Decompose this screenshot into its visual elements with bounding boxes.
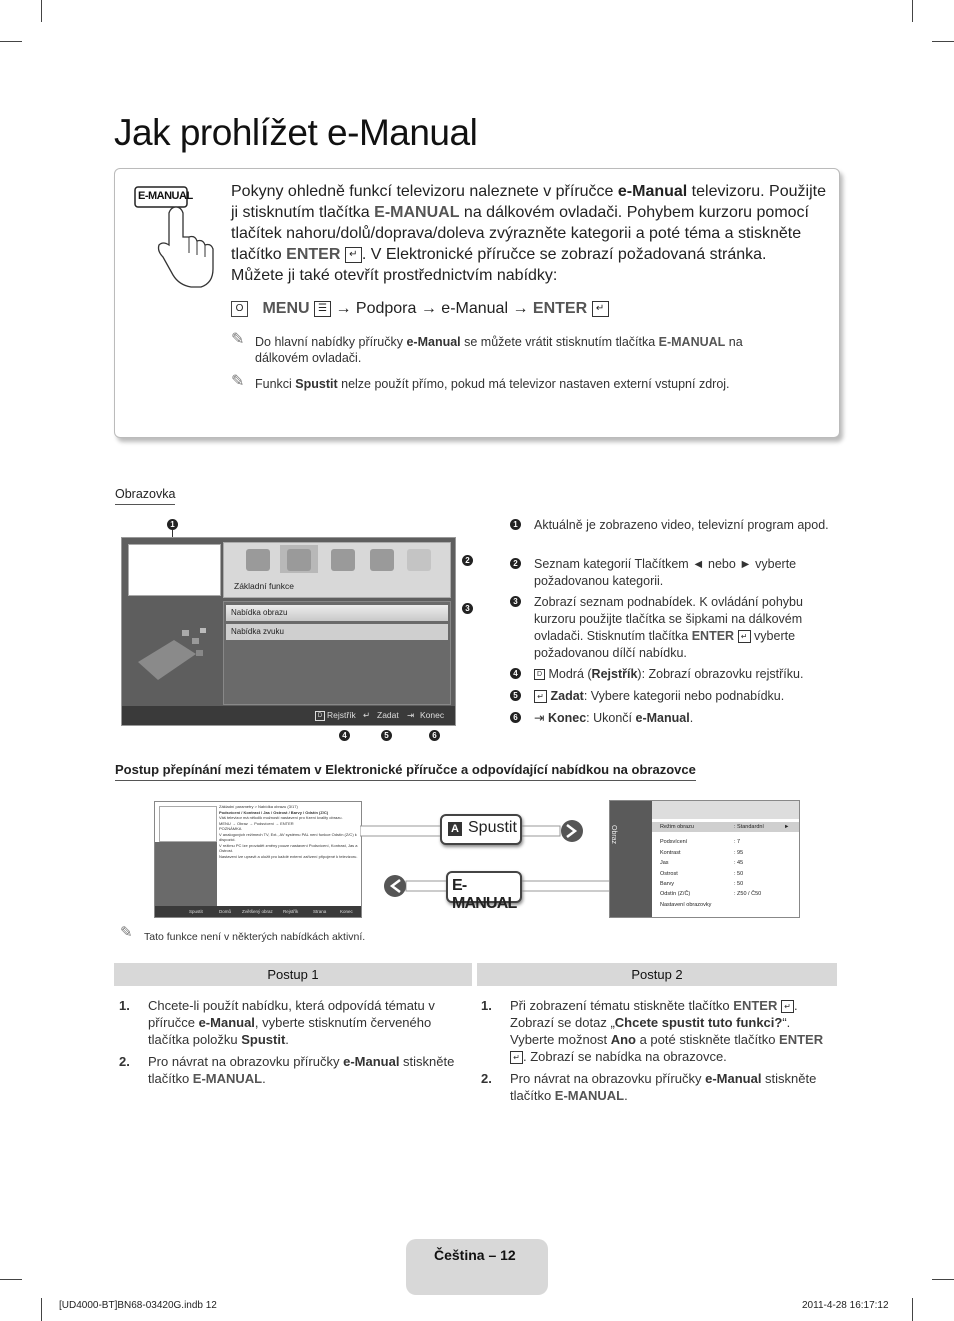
mini-thumb bbox=[159, 806, 217, 842]
mini-row-value: : Z50 / Č50 bbox=[734, 891, 762, 898]
marker-2: 2 bbox=[462, 555, 473, 566]
marker-4: 4 bbox=[339, 730, 350, 741]
postup-2-step bbox=[481, 1070, 833, 1104]
step-text: Při zobrazení tématu stiskněte tlačítko bbox=[510, 998, 734, 1013]
intro-text: Můžete ji také otevřít prostřednictvím nabídky: bbox=[231, 267, 558, 284]
blue-d-icon: D bbox=[534, 669, 545, 680]
intro-text: Pokyny ohledně funkcí televizoru naleznete v příručce bbox=[231, 183, 618, 200]
mini-bar-label: Konec bbox=[340, 909, 353, 914]
step-text: e-Manual bbox=[198, 1015, 255, 1030]
category-icon bbox=[370, 549, 394, 571]
legend-number: 3 bbox=[510, 596, 521, 607]
mini-text: V režimu PC lze provádět změny pouze nastavení Podsvícení, Kontrast, Jas a Ostrost. bbox=[219, 842, 358, 853]
legend-text: : Vybere kategorii nebo podnabídku. bbox=[583, 689, 785, 703]
control-bar bbox=[122, 706, 455, 725]
crop-mark bbox=[41, 1298, 42, 1321]
legend-text: ENTER bbox=[691, 629, 735, 643]
legend-text: : Ukončí bbox=[586, 711, 636, 725]
intro-box bbox=[114, 168, 840, 438]
note-text: na dálkovém ovladači. bbox=[255, 335, 743, 365]
step-text: . Zobrazí se dotaz „ bbox=[510, 998, 798, 1030]
mini-header: Základní parametry > Nabídka obrazu (3/17) bbox=[219, 804, 298, 809]
step-text: E-MANUAL bbox=[192, 1071, 263, 1086]
mini-text: V analogových režimech TV, Ext., AV systému PAL není funkce Odstín (Z/C) k dispozici. bbox=[219, 831, 357, 842]
mini-row-value: : 7 bbox=[734, 839, 741, 846]
legend-number: 5 bbox=[510, 690, 521, 701]
legend-text: Konec bbox=[547, 711, 587, 725]
note-text: E-MANUAL bbox=[658, 335, 726, 349]
note-pencil-icon: ✎ bbox=[231, 373, 245, 390]
mini-text: POZNÁMKA bbox=[219, 826, 242, 831]
crop-mark bbox=[912, 1298, 913, 1321]
category-icon bbox=[287, 549, 311, 571]
mini-row-value: : 50 bbox=[734, 870, 744, 877]
marker-5: 5 bbox=[381, 730, 392, 741]
step-text: , vyberte stisknutím červeného tlačítka položku bbox=[148, 1015, 432, 1047]
legend-item bbox=[510, 666, 830, 683]
step-text: . Zobrazí se nabídka na obrazovce. bbox=[523, 1049, 727, 1064]
note-text: Tato funkce není v některých nabídkách aktivní. bbox=[144, 931, 366, 943]
legend-text: Modrá ( bbox=[545, 667, 592, 681]
note-text: se můžete vrátit stisknutím tlačítka bbox=[460, 335, 659, 349]
note bbox=[231, 373, 791, 392]
mini-menu-row bbox=[652, 858, 799, 868]
step-text: ENTER bbox=[733, 998, 778, 1013]
mini-bar-label: Domů bbox=[219, 909, 232, 914]
marker-6: 6 bbox=[429, 730, 440, 741]
mini-sidebar bbox=[610, 801, 652, 917]
legend-number: 1 bbox=[510, 519, 521, 530]
intro-text: ENTER bbox=[286, 246, 341, 263]
step-text: stiskněte tlačítko bbox=[148, 1054, 455, 1086]
postup-1-step bbox=[119, 1053, 459, 1087]
page-title: Jak prohlížet e-Manual bbox=[114, 112, 478, 153]
legend-item bbox=[510, 594, 830, 662]
note bbox=[120, 924, 520, 945]
mini-row-key: Kontrast bbox=[660, 849, 681, 856]
crop-mark bbox=[41, 0, 42, 22]
step-number: 2. bbox=[119, 1054, 130, 1069]
category-title: Základní funkce bbox=[234, 581, 295, 591]
category-icon bbox=[246, 549, 270, 571]
legend-text: Seznam kategorií Tlačítkem ◄ nebo ► vyberte požadovanou kategorii. bbox=[534, 557, 797, 588]
menu-icon: ☰ bbox=[314, 301, 331, 317]
crop-mark bbox=[912, 0, 913, 22]
step-text: e-Manual bbox=[343, 1054, 400, 1069]
mini-menu-row bbox=[652, 848, 799, 858]
page-number: Čeština – 12 bbox=[434, 1247, 516, 1263]
legend-item bbox=[510, 517, 830, 534]
step-number: 1. bbox=[119, 998, 130, 1013]
enter-icon: ↵ bbox=[534, 690, 547, 703]
legend-text: Aktuálně je zobrazeno video, televizní program apod. bbox=[534, 518, 829, 532]
submenu-item[interactable]: Nabídka obrazu bbox=[226, 605, 448, 621]
e-manual-button[interactable] bbox=[446, 871, 522, 912]
index-label[interactable]: Rejstřík bbox=[327, 710, 356, 720]
mini-row-value: : 50 bbox=[734, 881, 744, 887]
enter-label[interactable]: Zadat bbox=[377, 710, 399, 720]
intro-text: . V Elektronické příručce se zobrazí požadovaná stránka. bbox=[361, 246, 767, 263]
mini-heading: Podsvícení / Kontrast / Jas / Ostrost / Barvy / Odstín (Z/C) bbox=[219, 809, 329, 815]
step-text: Ano bbox=[610, 1032, 636, 1047]
category-icon bbox=[331, 549, 355, 571]
mini-menu-row bbox=[652, 837, 799, 847]
enter-label: ENTER bbox=[532, 300, 588, 317]
note-text: e-Manual bbox=[406, 335, 461, 349]
marker-1: 1 bbox=[167, 519, 178, 530]
step-text: Chcete spustit tuto funkci? bbox=[614, 1015, 783, 1030]
step-text: e-Manual bbox=[705, 1071, 762, 1086]
mini-top bbox=[652, 801, 799, 819]
e-manual-label: E-MANUAL bbox=[452, 877, 517, 912]
mini-content bbox=[219, 804, 359, 904]
legend-text: Rejstřík bbox=[591, 667, 638, 681]
crop-mark bbox=[932, 41, 954, 42]
path-marker-icon: O bbox=[231, 301, 248, 317]
mini-menu-row bbox=[652, 889, 799, 899]
exit-label[interactable]: Konec bbox=[420, 710, 445, 720]
mini-bar bbox=[155, 906, 361, 917]
page-number-tab bbox=[406, 1239, 548, 1295]
mini-row-key: Režim obrazu bbox=[660, 824, 694, 830]
mini-row-key: Odstín (Z/Č) bbox=[660, 891, 691, 898]
mini-text: Nastavení lze upravit a uložit pro každé externí zařízení připojené k televizoru. bbox=[219, 853, 358, 859]
step-text: . bbox=[262, 1071, 266, 1086]
note-text: Funkci bbox=[255, 377, 296, 391]
marker-3: 3 bbox=[462, 603, 473, 614]
red-a-key: A bbox=[448, 822, 462, 836]
legend-text: ): Zobrazí obrazovku rejstříku. bbox=[637, 667, 804, 681]
menu-label: MENU bbox=[262, 300, 310, 317]
mini-row-key: Nastavení obrazovky bbox=[660, 901, 712, 908]
step-text: Chcete-li použít nabídku, která odpovídá tématu v příručce bbox=[148, 998, 435, 1030]
mini-side-label: Obraz bbox=[610, 825, 617, 845]
step-number: 2. bbox=[481, 1071, 492, 1086]
enter-icon: ↵ bbox=[592, 301, 609, 317]
mini-left-panel bbox=[155, 842, 217, 906]
note-text: Spustit bbox=[295, 377, 338, 391]
enter-icon: ↵ bbox=[781, 1000, 794, 1013]
emanual-topic-screen bbox=[154, 801, 362, 918]
legend-text: vyberte požadovanou dílčí nabídku. bbox=[534, 629, 796, 660]
remote-hand-icon bbox=[133, 183, 223, 293]
note bbox=[231, 331, 791, 366]
category-icon bbox=[407, 549, 431, 571]
mini-text: MENU → Obraz → Podsvícení → ENTER bbox=[219, 820, 294, 826]
step-text: E-MANUAL bbox=[554, 1088, 625, 1103]
step-text: . bbox=[624, 1088, 628, 1103]
step-number: 1. bbox=[481, 998, 492, 1013]
step-text: “. Vyberte možnost bbox=[510, 1015, 791, 1047]
submenu-item[interactable]: Nabídka zvuku bbox=[226, 624, 448, 640]
note-pencil-icon: ✎ bbox=[231, 331, 245, 348]
step-text: Pro návrat na obrazovku příručky bbox=[510, 1071, 706, 1086]
mini-menu-row bbox=[652, 869, 799, 879]
print-date: 2011-4-28 16:17:12 bbox=[802, 1300, 889, 1311]
intro-text: televizoru. Použijte ji stisknutím tlačítka bbox=[231, 183, 826, 221]
mini-row-value: : 45 bbox=[734, 860, 744, 867]
crop-mark bbox=[932, 1279, 954, 1280]
legend-number: 4 bbox=[510, 668, 521, 679]
legend-item bbox=[510, 688, 830, 705]
enter-icon: ↵ bbox=[738, 630, 751, 643]
mini-row-value: : 95 bbox=[734, 849, 744, 856]
mini-text: Váš televizor má několik možností nastavení pro řízení kvality obrazu. bbox=[219, 815, 343, 820]
mini-row-value: : Standardní bbox=[734, 824, 764, 830]
picture-menu-screen bbox=[609, 800, 800, 918]
step-text: stiskněte tlačítko bbox=[510, 1071, 817, 1103]
mini-bar-label: Zvětšený obraz bbox=[242, 909, 273, 914]
legend-text: Zadat bbox=[550, 689, 584, 703]
postup-1-header: Postup 1 bbox=[114, 963, 472, 986]
step-text: a poté stiskněte tlačítko bbox=[635, 1032, 780, 1047]
category-list bbox=[223, 542, 451, 598]
postup-2-step bbox=[481, 997, 833, 1065]
section-heading: Postup přepínání mezi tématem v Elektronické příručce a odpovídající nabídkou na obrazovce bbox=[115, 762, 696, 781]
mini-menu-row bbox=[652, 879, 799, 889]
step-text: Pro návrat na obrazovku příručky bbox=[148, 1054, 344, 1069]
e-manual-button-label: E-MANUAL bbox=[138, 190, 193, 202]
mini-bar-label: Spustit bbox=[189, 909, 203, 914]
menu-path bbox=[231, 300, 609, 318]
intro-paragraph bbox=[231, 181, 829, 286]
step-text: Spustit bbox=[241, 1032, 286, 1047]
crop-mark bbox=[0, 1279, 22, 1280]
legend-item bbox=[510, 556, 830, 590]
legend-item bbox=[510, 710, 830, 727]
mini-row-key: Ostrost bbox=[660, 870, 678, 877]
emanual-screen bbox=[121, 537, 456, 726]
exit-icon: ⇥ bbox=[407, 710, 415, 720]
intro-text: e-Manual bbox=[617, 183, 688, 200]
enter-icon: ↵ bbox=[345, 247, 362, 263]
mini-row-key: Podsvícení bbox=[660, 839, 688, 846]
legend-number: 6 bbox=[510, 712, 521, 723]
mini-rows bbox=[652, 821, 799, 917]
step-text: . bbox=[285, 1032, 289, 1047]
legend-text: e-Manual bbox=[635, 711, 690, 725]
legend-number: 2 bbox=[510, 558, 521, 569]
mini-row-key: Barvy bbox=[660, 881, 675, 887]
note-text: Do hlavní nabídky příručky bbox=[255, 335, 407, 349]
blue-d-icon: D bbox=[315, 706, 325, 725]
mini-menu-row bbox=[652, 900, 799, 910]
crop-mark bbox=[0, 41, 22, 42]
enter-icon: ↵ bbox=[363, 710, 371, 720]
note-pencil-icon: ✎ bbox=[120, 924, 133, 941]
submenu-list bbox=[223, 601, 451, 705]
spustit-label: Spustit bbox=[468, 819, 517, 836]
mini-menu-row bbox=[652, 822, 799, 832]
legend-text: . bbox=[689, 711, 694, 725]
mini-bar-label: Rejstřík bbox=[283, 909, 299, 914]
print-file: [UD4000-BT]BN68-03420G.indb 12 bbox=[59, 1300, 217, 1311]
path-text: → Podpora → e-Manual → bbox=[331, 300, 533, 317]
intro-text: na dálkovém ovladači. Pohybem kurzoru pomocí tlačítek nahoru/dolů/doprava/doleva zvýrazněte kategorii a poté téma a stiskněte tlačítko bbox=[231, 204, 809, 263]
spustit-button[interactable] bbox=[440, 814, 522, 845]
step-text: ENTER bbox=[779, 1032, 824, 1047]
mini-bar-label: Strana bbox=[313, 909, 327, 914]
intro-text: E-MANUAL bbox=[374, 204, 460, 221]
mini-row-key: Jas bbox=[660, 860, 669, 867]
postup-1-step bbox=[119, 997, 459, 1048]
video-preview bbox=[128, 544, 221, 596]
note-text: nelze použít přímo, pokud má televizor nastaven externí vstupní zdroj. bbox=[337, 377, 730, 391]
postup-2-header: Postup 2 bbox=[477, 963, 837, 986]
tv-graphic bbox=[134, 618, 214, 688]
section-label: Obrazovka bbox=[115, 487, 175, 505]
enter-icon: ↵ bbox=[510, 1051, 523, 1064]
exit-icon: ⇥ bbox=[534, 711, 545, 725]
mini-row-arrow-icon: ► bbox=[784, 824, 790, 830]
legend-text: Zobrazí seznam podnabídek. K ovládání pohybu kurzoru použijte tlačítka se šipkami na dálkovém ovladači. Stisknutím tlačítka bbox=[534, 595, 803, 643]
